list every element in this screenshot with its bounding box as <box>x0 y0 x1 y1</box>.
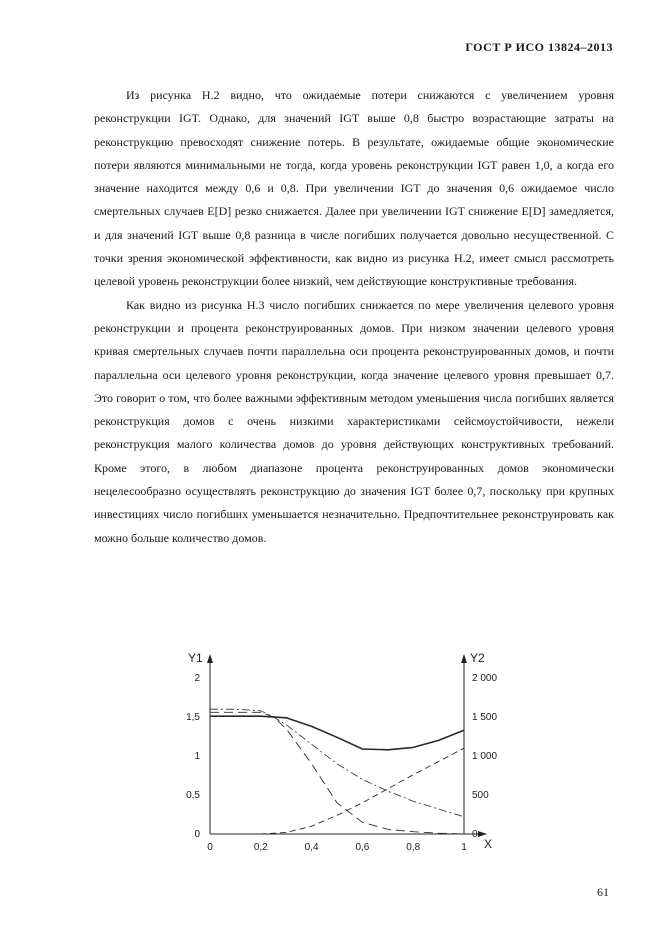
y2-axis-label: Y2 <box>470 651 485 665</box>
y2-arrow <box>461 654 467 663</box>
y1-arrow <box>207 654 213 663</box>
y2-tick-label: 1 500 <box>472 712 498 723</box>
chart-svg <box>180 650 520 860</box>
y2-tick-label: 2 000 <box>472 673 498 684</box>
page-number: 61 <box>597 885 609 899</box>
x-tick-label: 0,8 <box>406 842 421 853</box>
y1-tick-label: 0,5 <box>186 790 200 801</box>
y1-tick-label: 0 <box>194 829 200 840</box>
paragraph-2: Как видно из рисунка Н.3 число погибших снижается по мере увеличения целевого уровня реконструкции и процента реконструированных домов. При низком значении целевого уровня кривая смертельных случаев почти параллельна оси процента реконструированных домов, и почти параллельна оси целевого уровня реконструкции, когда значение целевого уровня превышает 0,7. Это говорит о том, что более важными эффективным методом уменьшения числа погибших является реконструкция домов с очень низкими характеристиками сейсмоустойчивости, нежели реконструкция малого количества домов до уровня действующих конструктивных требований. Кроме этого, в любом диапазоне процента реконструированных домов экономически нецелесообразно осуществлять реконструкцию до значения IGT более 0,7, поскольку при крупных инвестициях число погибших уменьшается незначительно. Предпочтительнее реконструировать как можно больше количество домов. <box>94 297 614 545</box>
x-tick-label: 0 <box>207 842 213 853</box>
body-text <box>94 84 614 550</box>
series-line-1 <box>210 716 464 750</box>
y1-tick-label: 1,5 <box>186 712 200 723</box>
x-tick-label: 0,2 <box>253 842 268 853</box>
series-line-3 <box>210 709 464 817</box>
x-tick-label: 0,4 <box>304 842 319 853</box>
paragraph-1: Из рисунка Н.2 видно, что ожидаемые потери снижаются с увеличением уровня реконструкции IGT. Однако, для значений IGT выше 0,8 быстро возрастающие затраты на реконструкцию превосходят снижение потерь. В результате, ожидаемые общие экономические потери являются минимальными не тогда, когда уровень реконструкции IGT равен 1,0, а когда его значение находится между 0,6 и 0,8. При увеличении IGT до значения 0,6 ожидаемое число смертельных случаев E[D] резко снижается. Далее при увеличении IGT снижение E[D] замедляется, и для значений IGT выше 0,8 разница в числе погибших получается довольно несущественной. С точки зрения экономической эффективности, как видно из рисунка Н.2, имеет смысл рассмотреть целевой уровень реконструкции более низкий, чем действующие конструктивные требования. <box>94 88 614 289</box>
x-tick-label: 1 <box>461 842 467 853</box>
document-header: ГОСТ Р ИСО 13824–2013 <box>465 40 613 54</box>
series-line-4 <box>210 748 464 834</box>
figure-chart <box>180 650 520 860</box>
y2-tick-label: 1 000 <box>472 751 498 762</box>
y2-tick-label: 0 <box>472 829 478 840</box>
x-axis-label: X <box>484 837 493 851</box>
series-line-2 <box>210 712 464 834</box>
y1-tick-label: 1 <box>194 751 200 762</box>
y2-tick-label: 500 <box>472 790 489 801</box>
x-tick-label: 0,6 <box>355 842 370 853</box>
y1-tick-label: 2 <box>194 673 200 684</box>
y1-axis-label: Y1 <box>188 651 203 665</box>
